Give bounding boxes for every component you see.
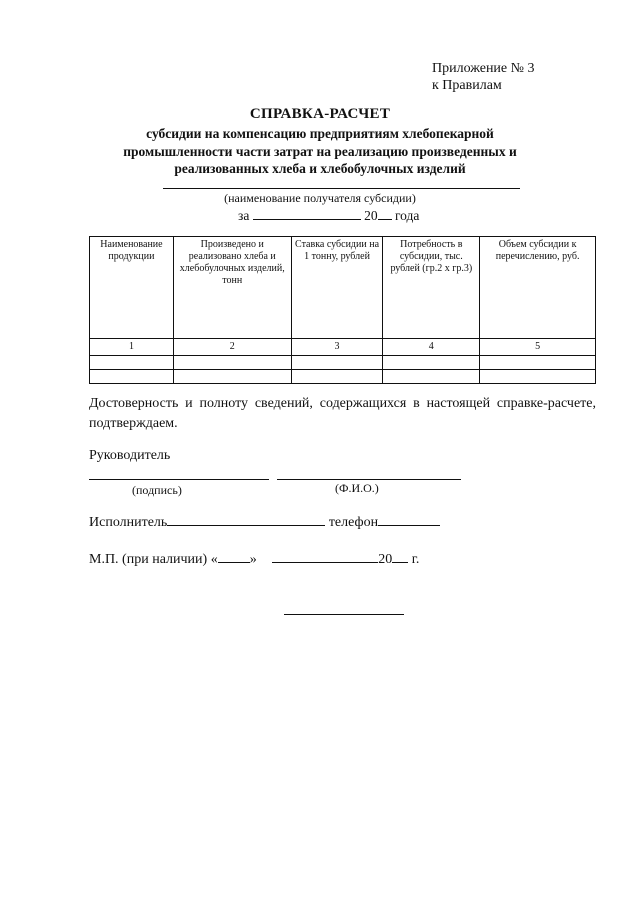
name-caption: (Ф.И.О.) xyxy=(335,481,379,495)
year-suffix: г. xyxy=(411,552,420,567)
table-cell[interactable] xyxy=(383,356,480,370)
document-title: СПРАВКА-РАСЧЕТ xyxy=(249,106,391,122)
executor-label: Исполнитель xyxy=(89,515,168,530)
executor-row xyxy=(89,513,440,531)
table-cell[interactable] xyxy=(90,370,174,384)
table-cell[interactable] xyxy=(291,356,383,370)
header-cell: Ставка субсидии на 1 тонну, рублей xyxy=(291,237,383,339)
seal-label: М.П. (при наличии) « xyxy=(89,552,218,567)
table-cell[interactable] xyxy=(90,356,174,370)
period-line xyxy=(238,207,419,224)
table-header-row xyxy=(90,237,596,339)
year-field[interactable] xyxy=(392,550,408,563)
appendix-number: Приложение № 3 xyxy=(432,61,535,76)
head-signature-line[interactable] xyxy=(89,479,269,480)
column-number: 4 xyxy=(383,339,480,356)
subtitle-line: реализованных хлеба и хлебобулочных изделий xyxy=(174,161,466,176)
table-cell[interactable] xyxy=(480,356,596,370)
period-suffix: года xyxy=(394,208,420,223)
header-cell: Объем субсидии к перечислению, руб. xyxy=(480,237,596,339)
closing-separator xyxy=(284,614,404,615)
confirmation-text: Достоверность и полноту сведений, содержащихся в настоящей справке-расчете, подтверждаем. xyxy=(89,396,596,431)
table-cell[interactable] xyxy=(480,370,596,384)
executor-field[interactable] xyxy=(167,513,325,526)
table-cell[interactable] xyxy=(291,370,383,384)
head-name-line[interactable] xyxy=(277,479,461,480)
header-cell: Потребность в субсидии, тыс. рублей (гр.2 х гр.3) xyxy=(383,237,480,339)
column-number: 3 xyxy=(291,339,383,356)
table-row[interactable] xyxy=(90,356,596,370)
table-cell[interactable] xyxy=(173,370,291,384)
table-number-row xyxy=(90,339,596,356)
phone-label: телефон xyxy=(328,515,379,530)
signature-caption: (подпись) xyxy=(132,483,182,497)
recipient-name-line[interactable] xyxy=(163,188,520,189)
year-prefix: 20 xyxy=(378,552,393,567)
table-cell[interactable] xyxy=(383,370,480,384)
header-cell: Наименование продукции xyxy=(90,237,174,339)
recipient-caption: (наименование получателя субсидии) xyxy=(224,191,416,205)
document-subtitle xyxy=(80,125,560,178)
period-date-field[interactable] xyxy=(253,207,361,220)
quote-close: » xyxy=(249,552,257,567)
period-year: 20 xyxy=(364,208,378,223)
appendix-reference xyxy=(432,60,535,94)
head-label: Руководитель xyxy=(89,448,171,463)
column-number: 1 xyxy=(90,339,174,356)
seal-row xyxy=(89,550,419,568)
month-field[interactable] xyxy=(272,550,378,563)
table-row[interactable] xyxy=(90,370,596,384)
subtitle-line: субсидии на компенсацию предприятиям хлебопекарной xyxy=(146,126,494,141)
table-cell[interactable] xyxy=(173,356,291,370)
column-number: 2 xyxy=(173,339,291,356)
day-field[interactable] xyxy=(218,550,250,563)
column-number: 5 xyxy=(480,339,596,356)
subtitle-line: промышленности части затрат на реализацию произведенных и xyxy=(123,143,517,159)
period-prefix: за xyxy=(238,208,250,223)
appendix-rules: к Правилам xyxy=(432,78,502,93)
header-cell: Произведено и реализовано хлеба и хлебобулочных изделий, тонн xyxy=(173,237,291,339)
phone-field[interactable] xyxy=(378,513,440,526)
period-year-field[interactable] xyxy=(378,207,392,220)
subsidy-table xyxy=(89,236,596,384)
